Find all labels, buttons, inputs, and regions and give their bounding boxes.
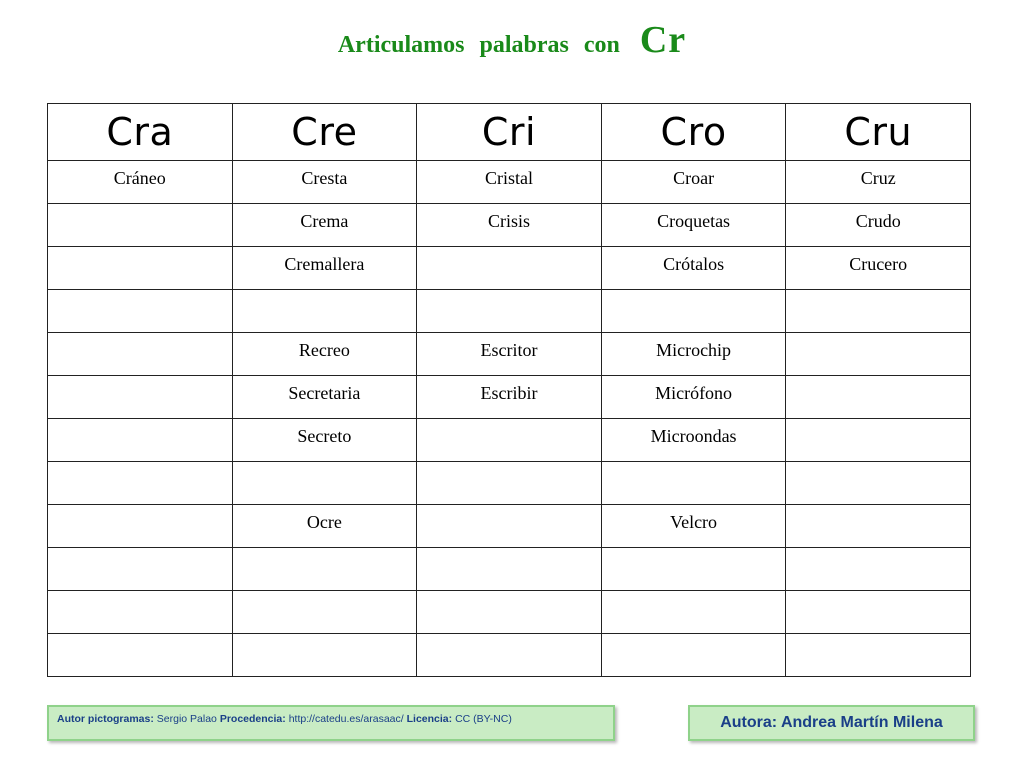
table-cell <box>232 548 417 591</box>
header-cre: Cre <box>232 104 417 161</box>
table-row <box>48 333 971 376</box>
table-cell <box>601 462 786 505</box>
page-title <box>0 18 1024 62</box>
table-cell <box>48 462 233 505</box>
credits-source-value: http://catedu.es/arasaac/ <box>288 713 404 725</box>
table-cell: Cristal <box>417 161 602 204</box>
table-row <box>48 290 971 333</box>
table-cell <box>48 290 233 333</box>
table-cell <box>232 290 417 333</box>
table-header-row <box>48 104 971 161</box>
credits-author-value: Sergio Palao <box>156 713 217 725</box>
header-cri: Cri <box>417 104 602 161</box>
table-cell: Croar <box>601 161 786 204</box>
table-cell <box>48 591 233 634</box>
table-cell <box>786 462 971 505</box>
page-title-text: Articulamos palabras con <box>337 32 620 58</box>
table-row <box>48 591 971 634</box>
table-cell <box>417 419 602 462</box>
table-cell <box>786 290 971 333</box>
table-row <box>48 376 971 419</box>
credits-source-label: Procedencia: <box>219 713 286 725</box>
table-cell: Escribir <box>417 376 602 419</box>
header-cra: Cra <box>48 104 233 161</box>
table-cell <box>786 591 971 634</box>
table-cell: Crucero <box>786 247 971 290</box>
table-row <box>48 548 971 591</box>
table-cell <box>417 247 602 290</box>
table-cell <box>232 634 417 677</box>
table-cell: Cruz <box>786 161 971 204</box>
table-cell: Secretaria <box>232 376 417 419</box>
table-cell <box>417 591 602 634</box>
table-cell: Velcro <box>601 505 786 548</box>
table-row <box>48 204 971 247</box>
header-cro: Cro <box>601 104 786 161</box>
table-cell <box>232 462 417 505</box>
table-row <box>48 462 971 505</box>
table-cell <box>48 634 233 677</box>
table-cell: Cresta <box>232 161 417 204</box>
table-cell <box>48 505 233 548</box>
table-cell: Ocre <box>232 505 417 548</box>
table-cell <box>232 591 417 634</box>
table-body <box>48 161 971 677</box>
credits-box <box>47 705 615 741</box>
table-cell <box>48 548 233 591</box>
table-cell: Micrófono <box>601 376 786 419</box>
credits-author-label: Autor pictogramas: <box>57 713 154 725</box>
credits-license-value: CC (BY-NC) <box>455 713 512 725</box>
table-cell <box>601 634 786 677</box>
table-cell <box>417 634 602 677</box>
table-cell <box>48 204 233 247</box>
table-cell: Recreo <box>232 333 417 376</box>
table-cell: Cráneo <box>48 161 233 204</box>
table-cell <box>601 548 786 591</box>
author-box: Autora: Andrea Martín Milena <box>688 705 975 741</box>
table-cell <box>786 376 971 419</box>
table-cell <box>786 419 971 462</box>
table-cell: Crisis <box>417 204 602 247</box>
table-cell: Microchip <box>601 333 786 376</box>
credits-license-label: Licencia: <box>406 713 453 725</box>
page-title-syllable: Cr <box>639 19 687 61</box>
table-cell <box>48 333 233 376</box>
table-cell <box>48 419 233 462</box>
table-cell: Crema <box>232 204 417 247</box>
table-cell <box>786 333 971 376</box>
table-cell: Crudo <box>786 204 971 247</box>
table-cell: Escritor <box>417 333 602 376</box>
table-cell: Crótalos <box>601 247 786 290</box>
table-cell: Secreto <box>232 419 417 462</box>
table-cell <box>417 462 602 505</box>
table-cell <box>48 247 233 290</box>
table-cell <box>786 548 971 591</box>
syllable-table <box>47 103 971 677</box>
table-cell <box>786 634 971 677</box>
table-row <box>48 247 971 290</box>
table-cell <box>48 376 233 419</box>
table-cell <box>417 548 602 591</box>
table-row <box>48 634 971 677</box>
table-cell <box>601 591 786 634</box>
header-cru: Cru <box>786 104 971 161</box>
table-cell: Microondas <box>601 419 786 462</box>
table-cell <box>786 505 971 548</box>
table-cell <box>417 290 602 333</box>
table-cell <box>417 505 602 548</box>
table-row <box>48 419 971 462</box>
table-cell: Croquetas <box>601 204 786 247</box>
table-row <box>48 505 971 548</box>
table-cell <box>601 290 786 333</box>
table-row <box>48 161 971 204</box>
table-cell: Cremallera <box>232 247 417 290</box>
